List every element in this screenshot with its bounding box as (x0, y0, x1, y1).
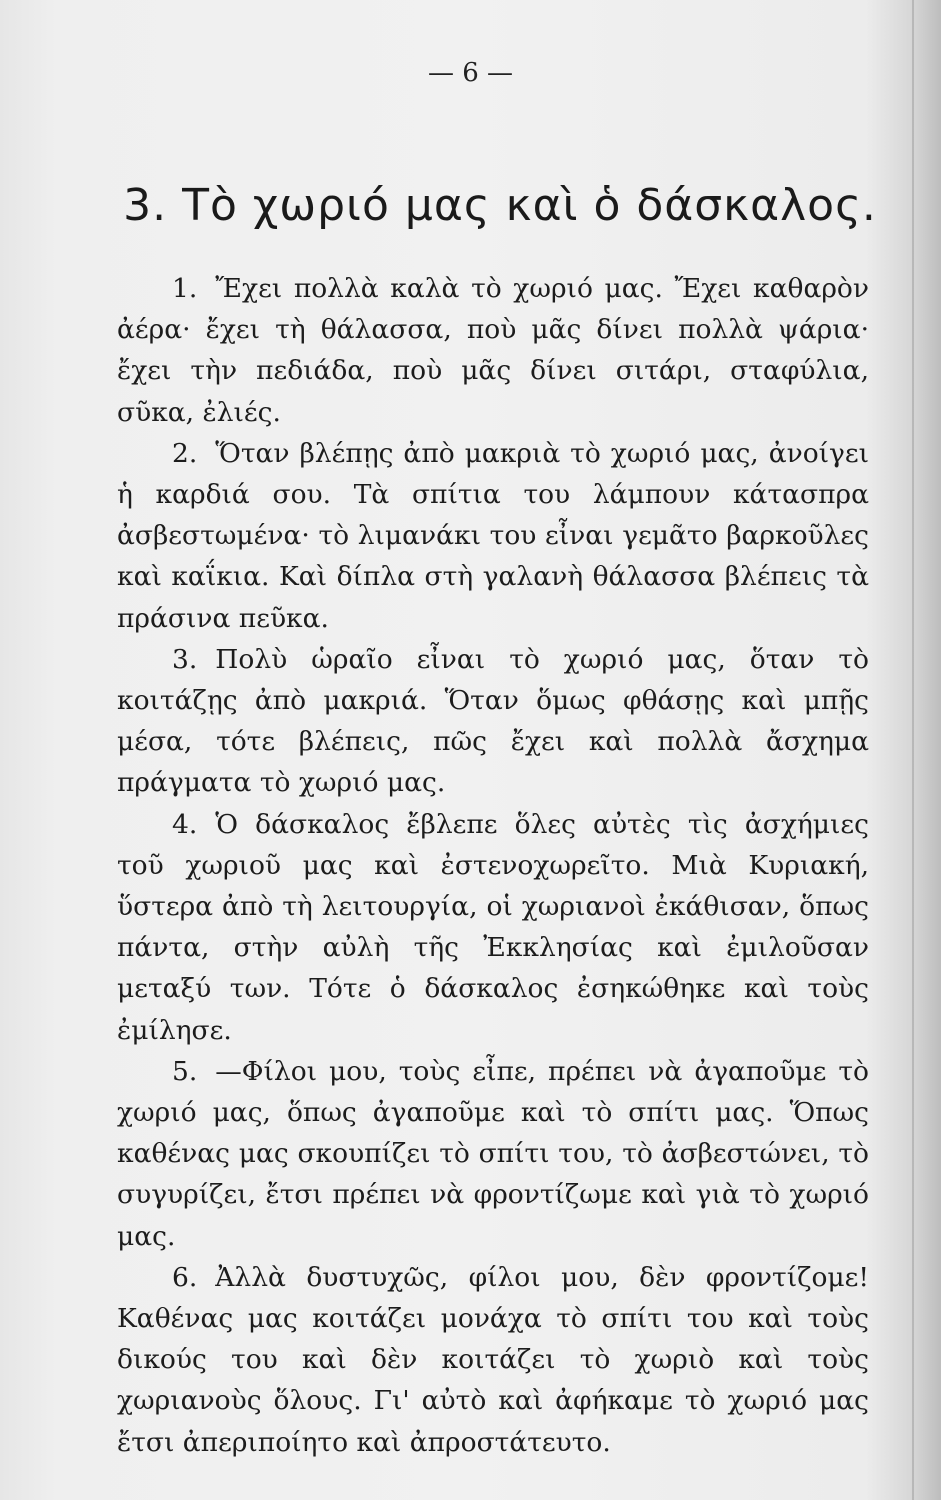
chapter-title: 3. Τὸ χωριό μας καὶ ὁ δάσκαλος. (123, 180, 877, 231)
page-edge-shadow (912, 0, 914, 1500)
paragraph-number: 6. (172, 1261, 198, 1293)
page-number: — 6 — (427, 58, 514, 88)
paragraph-number: 1. (172, 273, 198, 304)
paragraph-number: 2. (172, 437, 198, 469)
paragraph-text: Ὅταν βλέπῃς ἀπὸ μακριὰ τὸ χωριό μας, ἀνοίγει ἡ καρδιά σου. Τὰ σπίτια του λάμπουν κάτασπρα ἀσβεστωμένα· τὸ λιμανάκι του εἶναι γεμᾶτο βαρκοῦλες καὶ καΐκια. Καὶ δίπλα στὴ γαλανὴ θάλασσα βλέπεις τὰ πράσινα πεῦκα. (117, 437, 869, 634)
paragraph-text: Πολὺ ὡραῖο εἶναι τὸ χωριό μας, ὅταν τὸ κοιτάζῃς ἀπὸ μακριά. Ὅταν ὅμως φθάσῃς καὶ μπῇς μέσα, τότε βλέπεις, πῶς ἔχει καὶ πολλὰ ἄσχημα πράγματα τὸ χωριό μας. (117, 643, 869, 799)
paragraph-3 (117, 639, 869, 804)
paragraph-text: —Φίλοι μου, τοὺς εἶπε, πρέπει νὰ ἀγαποῦμε τὸ χωριό μας, ὅπως ἀγαποῦμε καὶ τὸ σπίτι μας. Ὅπως καθένας μας σκουπίζει τὸ σπίτι του, τὸ ἀσβεστώνει, τὸ συγυρίζει, ἔτσι πρέπει νὰ φροντίζωμε καὶ γιὰ τὸ χωριό μας. (117, 1055, 869, 1252)
paragraph-4 (117, 804, 869, 1051)
paragraph-text: Ἀλλὰ δυστυχῶς, φίλοι μου, δὲν φροντίζομε! Καθένας μας κοιτάζει μονάχα τὸ σπίτι του καὶ τοὺς δικούς του καὶ δὲν κοιτάζει τὸ χωριὸ καὶ τοὺς χωριανοὺς ὅλους. Γι' αὐτὸ καὶ ἀφήκαμε τὸ χωριό μας ἔτσι ἀπεριποίητο καὶ ἀπροστάτευτο. (117, 1261, 869, 1458)
paragraph-number: 3. (172, 643, 198, 675)
paragraph-1 (117, 268, 869, 433)
paragraph-number: 4. (172, 808, 198, 840)
paragraph-number: 5. (172, 1055, 198, 1087)
body-text (117, 268, 869, 1463)
paragraph-5 (117, 1051, 869, 1257)
paragraph-2 (117, 433, 869, 639)
paragraph-text: Ἔχει πολλὰ καλὰ τὸ χωριό μας. Ἔχει καθαρὸν ἀέρα· ἔχει τὴ θάλασσα, ποὺ μᾶς δίνει πολλὰ ψάρια· ἔχει τὴν πεδιάδα, ποὺ μᾶς δίνει σιτάρι, σταφύλια, σῦκα, ἐλιές. (117, 273, 869, 428)
paragraph-text: Ὁ δάσκαλος ἔβλεπε ὅλες αὐτὲς τὶς ἀσχήμιες τοῦ χωριοῦ μας καὶ ἐστενοχωρεῖτο. Μιὰ Κυριακή, ὕστερα ἀπὸ τὴ λειτουργία, οἱ χωριανοὶ ἐκάθισαν, ὅπως πάντα, στὴν αὐλὴ τῆς Ἐκκλησίας καὶ ἐμιλοῦσαν μεταξύ των. Τότε ὁ δάσκαλος ἐσηκώθηκε καὶ τοὺς ἐμίλησε. (117, 808, 869, 1046)
paragraph-6 (117, 1257, 869, 1463)
